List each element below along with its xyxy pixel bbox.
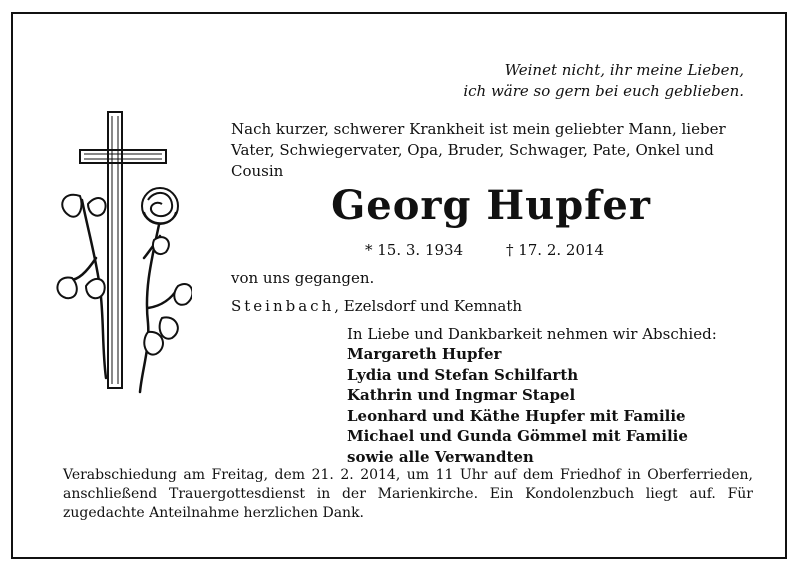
cross-with-rose-icon [52, 108, 192, 398]
mourner-item: Margareth Hupfer [347, 345, 502, 363]
place-steinbach: Steinbach [231, 297, 335, 315]
farewell-line: In Liebe und Dankbarkeit nehmen wir Abschied: [347, 325, 717, 343]
life-dates [365, 240, 604, 260]
mourner-item: sowie alle Verwandten [347, 447, 534, 466]
motto-line-2: ich wäre so gern bei euch geblieben. [463, 82, 744, 100]
mourner-item: Kathrin und Ingmar Stapel [347, 386, 576, 404]
places-line [231, 296, 522, 316]
deceased-name: Georg Hupfer [331, 182, 651, 229]
death-date: † 17. 2. 2014 [505, 241, 605, 259]
birth-date: * 15. 3. 1934 [365, 241, 464, 259]
motto-line-1: Weinet nicht, ihr meine Lieben, [504, 61, 744, 79]
places-rest: , Ezelsdorf und Kemnath [334, 297, 523, 315]
mourner-item: Lydia und Stefan Schilfarth [347, 365, 579, 384]
mourners-list [347, 344, 688, 467]
mourner-item: Michael und Gunda Gömmel mit Familie [347, 427, 688, 445]
intro-text: Nach kurzer, schwerer Krankheit ist mein geliebter Mann, lieber Vater, Schwiegervater, Opa, Bruder, Schwager, Pate, Onkel und Cousin [231, 120, 726, 180]
funeral-info: Verabschiedung am Freitag, dem 21. 2. 2014, um 11 Uhr auf dem Friedhof in Oberferrieden, anschließend Trauergottesdienst in der Marienkirche. Ein Kondolenzbuch liegt auf. Für zugedachte Anteilnahme herzlichen Dank. [63, 467, 753, 521]
passed-text: von uns gegangen. [231, 269, 375, 287]
motto-verse [463, 60, 744, 102]
mourner-item: Leonhard und Käthe Hupfer mit Familie [347, 406, 686, 425]
